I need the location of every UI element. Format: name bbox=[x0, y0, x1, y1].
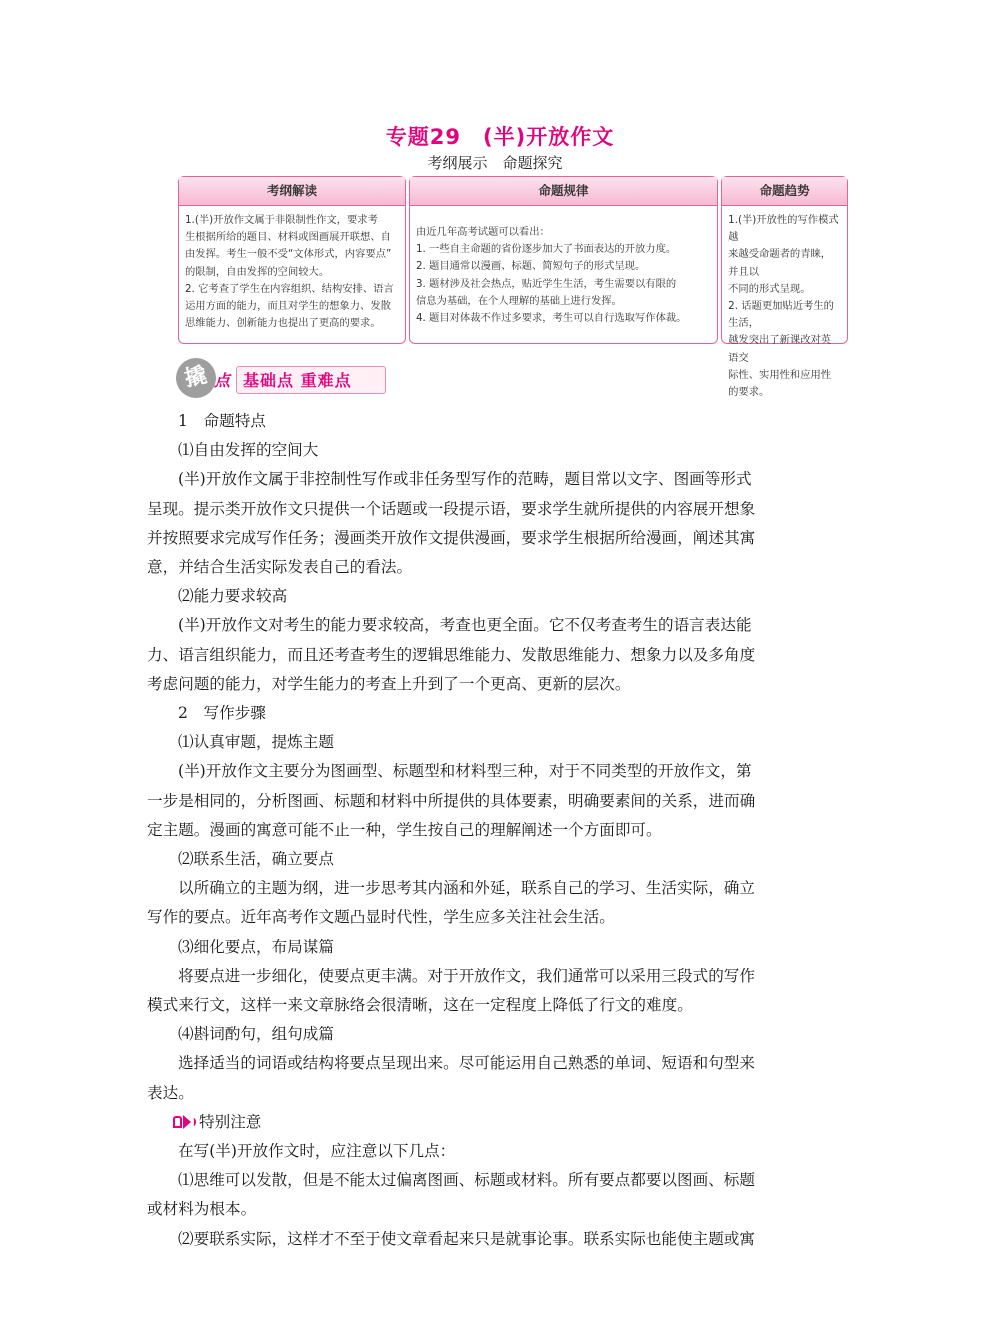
text-line: 表达。 bbox=[147, 1083, 194, 1102]
text-line: 力、语言组织能力，而且还考查考生的逻辑思维能力、发散思维能力、想象力以及多角度 bbox=[147, 645, 756, 664]
column-line: 信息为基础，在个人理解的基础上进行发挥。 bbox=[415, 294, 622, 307]
column-line: 1.(半)开放性的写作模式越 bbox=[728, 214, 839, 244]
column-header: 考纲解读 bbox=[179, 177, 405, 206]
text-line: ⑴认真审题，提炼主题 bbox=[178, 733, 334, 752]
text-line: 定主题。漫画的寓意可能不止一种，学生按自己的理解阐述一个方面即可。 bbox=[147, 820, 662, 839]
column-line: 际性、实用性和应用性的要求。 bbox=[728, 368, 832, 399]
text-line: ⑷斟词酌句，组句成篇 bbox=[178, 1025, 334, 1044]
text-line: 写作的要点。近年高考作文题凸显时代性，学生应多关注社会生活。 bbox=[147, 908, 615, 927]
text-line: 或材料为根本。 bbox=[147, 1200, 257, 1219]
text-line: ⑵要联系实际，这样才不至于使文章看起来只是就事论事。联系实际也能使主题或寓 bbox=[178, 1229, 755, 1248]
text-line: 并按照要求完成写作任务；漫画类开放作文提供漫画，要求学生根据所给漫画，阐述其寓 bbox=[147, 528, 756, 547]
text-line: ⑵联系生活，确立要点 bbox=[178, 850, 334, 869]
note-label: 特别注意 bbox=[199, 1112, 262, 1131]
text-line: 将要点进一步细化，使要点更丰满。对于开放作文，我们通常可以采用三段式的写作 bbox=[178, 966, 755, 985]
overview-column-syllabus bbox=[178, 176, 406, 344]
text-line: 在写(半)开放作文时，应注意以下几点： bbox=[178, 1142, 456, 1161]
column-line: 来越受命题者的青睐，并且以 bbox=[728, 248, 832, 278]
column-line: 2. 话题更加贴近考生的生活， bbox=[728, 300, 834, 330]
text-line: (半)开放作文对考生的能力要求较高，考查也更全面。它不仅考查考生的语言表达能 bbox=[178, 616, 752, 635]
column-body bbox=[179, 206, 405, 343]
column-body bbox=[722, 206, 847, 405]
text-line: (半)开放作文属于非控制性写作或非任务型写作的范畴，题目常以文字、图画等形式 bbox=[178, 470, 752, 489]
column-header: 命题趋势 bbox=[722, 177, 847, 206]
column-line: 4. 题目对体裁不作过多要求，考生可以自行选取写作体裁。 bbox=[415, 311, 687, 324]
text-line: ⑵能力要求较高 bbox=[178, 587, 288, 606]
column-line: 越发突出了新课改对英语交 bbox=[728, 334, 832, 364]
overview-column-patterns bbox=[409, 176, 718, 344]
page-title: 专题29 (半)开放作文 bbox=[385, 125, 615, 149]
text-line: 1 命题特点 bbox=[178, 412, 266, 430]
body-text bbox=[147, 407, 807, 1254]
text-line: ⑶细化要点，布局谋篇 bbox=[178, 937, 334, 956]
text-line: 以所确立的主题为纲，进一步思考其内涵和外延，联系自己的学习、生活实际，确立 bbox=[178, 879, 755, 898]
column-line: 思维能力、创新能力也提出了更高的要求。 bbox=[185, 317, 381, 330]
text-line: (半)开放作文主要分为图画型、标题型和材料型三种，对于不同类型的开放作文，第 bbox=[178, 762, 752, 781]
column-line: 3. 题材涉及社会热点，贴近学生生活，考生需要以有限的 bbox=[415, 277, 677, 290]
column-line: 由发挥。考生一般不受“文体形式，内容要点” bbox=[185, 248, 392, 261]
special-note-heading bbox=[147, 1108, 807, 1137]
column-line: 生根据所给的题目、材料或图画展开联想、自 bbox=[185, 231, 391, 244]
section-banner bbox=[176, 356, 392, 396]
text-line: 一步是相同的，分析图画、标题和材料中所提供的具体要素，明确要素间的关系，进而确 bbox=[147, 791, 756, 810]
text-line: 呈现。提示类开放作文只提供一个话题或一段提示语，要求学生就所提供的内容展开想象 bbox=[147, 499, 756, 518]
column-line: 不同的形式呈现。 bbox=[728, 282, 811, 295]
column-line: 1. 一些自主命题的省份逐步加大了书面表达的开放力度。 bbox=[415, 243, 677, 256]
column-line: 的限制，自由发挥的空间较大。 bbox=[185, 265, 330, 278]
text-line: 意，并结合生活实际发表自己的看法。 bbox=[147, 558, 413, 577]
column-header: 命题规律 bbox=[410, 177, 717, 206]
page-subtitle: 考纲展示 命题探究 bbox=[427, 154, 563, 172]
text-line: ⑴自由发挥的空间大 bbox=[178, 441, 319, 460]
column-line: 运用方面的能力，而且对学生的想象力、发散 bbox=[185, 300, 391, 313]
section-heading: 基础点 重难点 bbox=[236, 366, 386, 394]
column-body bbox=[410, 206, 717, 343]
text-line: 选择适当的词语或结构将要点呈现出来。尽可能运用自己熟悉的单词、短语和句型来 bbox=[178, 1054, 755, 1073]
banner-badge-icon: 撬 bbox=[176, 358, 216, 398]
megaphone-icon bbox=[173, 1113, 195, 1131]
text-line: 2 写作步骤 bbox=[178, 704, 266, 723]
overview-column-trends bbox=[721, 176, 848, 399]
column-line: 2. 题目通常以漫画、标题、简短句子的形式呈现。 bbox=[415, 260, 646, 273]
text-line: ⑴思维可以发散，但是不能太过偏离图画、标题或材料。所有要点都要以图画、标题 bbox=[178, 1171, 755, 1190]
column-line: 2. 它考查了学生在内容组织、结构安排、语言 bbox=[185, 282, 394, 295]
banner-badge-label: 点 bbox=[214, 371, 231, 390]
column-line: 由近几年高考试题可以看出： bbox=[415, 225, 550, 238]
column-line: 1.(半)开放作文属于非限制性作文，要求考 bbox=[185, 214, 378, 226]
text-line: 模式来行文，这样一来文章脉络会很清晰，这在一定程度上降低了行文的难度。 bbox=[147, 996, 693, 1015]
text-line: 考虑问题的能力，对学生能力的考查上升到了一个更高、更新的层次。 bbox=[147, 674, 631, 693]
